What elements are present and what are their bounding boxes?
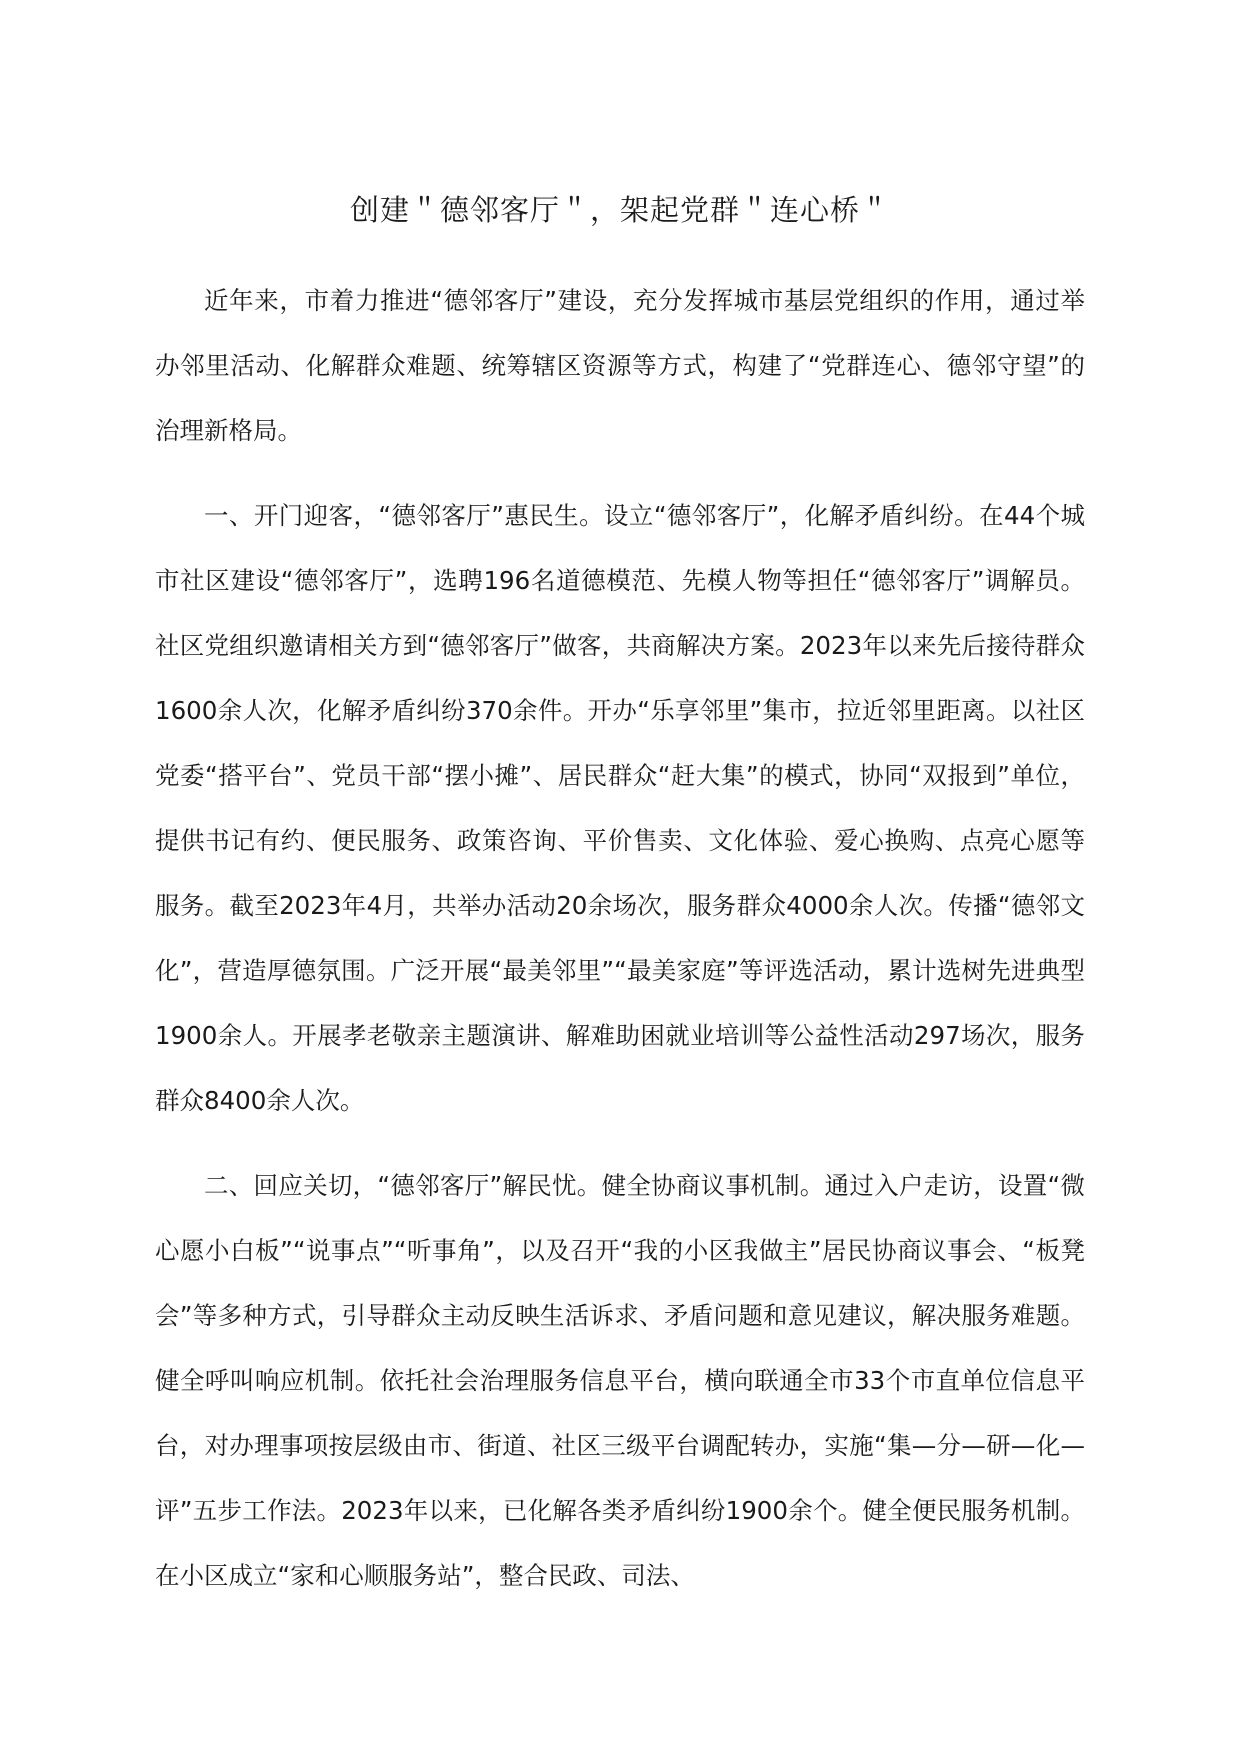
- paragraph-intro: 近年来，市着力推进“德邻客厅”建设，充分发挥城市基层党组织的作用，通过举办邻里活动、化解群众难题、统筹辖区资源等方式，构建了“党群连心、德邻守望”的治理新格局。: [155, 286, 1085, 445]
- paragraph-section-2: 二、回应关切，“德邻客厅”解民忧。健全协商议事机制。通过入户走访，设置“微心愿小白板”“说事点”“听事角”，以及召开“我的小区我做主”居民协商议事会、“板凳会”等多种方式，引导群众主动反映生活诉求、矛盾问题和意见建议，解决服务难题。健全呼叫响应机制。依托社会治理服务信息平台，横向联通全市33个市直单位信息平台，对办理事项按层级由市、街道、社区三级平台调配转办，实施“集—分—研—化—评”五步工作法。2023年以来，已化解各类矛盾纠纷1900余个。健全便民服务机制。在小区成立“家和心顺服务站”，整合民政、司法、: [155, 1171, 1085, 1590]
- paragraph-section-1: 一、开门迎客，“德邻客厅”惠民生。设立“德邻客厅”，化解矛盾纠纷。在44个城市社区建设“德邻客厅”，选聘196名道德模范、先模人物等担任“德邻客厅”调解员。社区党组织邀请相关方到“德邻客厅”做客，共商解决方案。2023年以来先后接待群众1600余人次，化解矛盾纠纷370余件。开办“乐享邻里”集市，拉近邻里距离。以社区党委“搭平台”、党员干部“摆小摊”、居民群众“赶大集”的模式，协同“双报到”单位，提供书记有约、便民服务、政策咨询、平价售卖、文化体验、爱心换购、点亮心愿等服务。截至2023年4月，共举办活动20余场次，服务群众4000余人次。传播“德邻文化”，营造厚德氛围。广泛开展“最美邻里”“最美家庭”等评选活动，累计选树先进典型1900余人。开展孝老敬亲主题演讲、解难助困就业培训等公益性活动297场次，服务群众8400余人次。: [155, 501, 1085, 1115]
- document-body: [155, 268, 1085, 1628]
- document-title: 创建＂德邻客厅＂，架起党群＂连心桥＂: [349, 193, 890, 227]
